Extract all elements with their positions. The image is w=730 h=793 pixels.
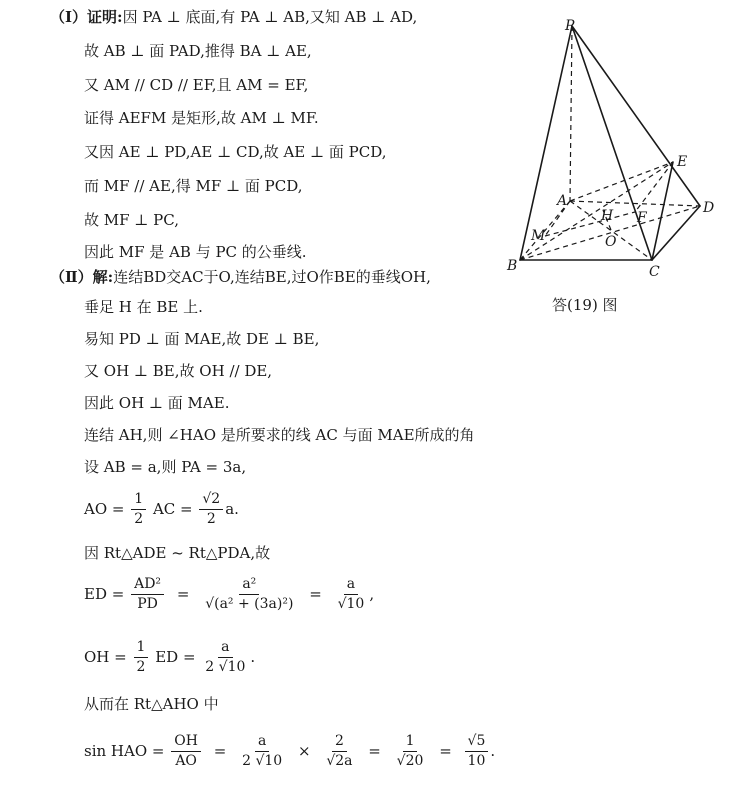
eq-sin-frac-5	[465, 734, 489, 770]
eq-ao-tail: a.	[225, 499, 239, 518]
eq-ed-frac-1	[131, 577, 164, 613]
edge-pb	[520, 26, 572, 260]
eq-ed-tail: ,	[369, 584, 375, 603]
label-e: E	[677, 154, 688, 170]
label-h: H	[601, 208, 614, 224]
label-m: M	[531, 228, 546, 244]
label-f: F	[637, 210, 647, 226]
eq-oh-frac-1-num: 1	[134, 640, 149, 658]
eq-sin-times: ×	[297, 741, 311, 760]
eq-ed-frac-3-den: √10	[337, 596, 365, 613]
part1-line-6: 而 MF // AE,得 MF ⊥ 面 PCD,	[84, 177, 303, 195]
label-b: B	[507, 258, 518, 274]
eq-oh-lhs: OH =	[84, 647, 127, 666]
eq-sin-lhs: sin HAO =	[84, 741, 165, 760]
eq-sin-frac-2-num: a	[255, 734, 269, 752]
label-o: O	[605, 234, 617, 250]
eq-oh-mid: ED =	[155, 647, 196, 666]
equation-ed	[84, 577, 374, 613]
eq-ed-frac-2-num: a²	[239, 577, 259, 595]
edge-be	[520, 162, 673, 260]
eq-ed-frac-3-num: a	[344, 577, 358, 595]
part2-first-line	[50, 270, 431, 285]
eq-oh-frac-1	[134, 640, 149, 676]
eq-oh-tail: .	[250, 647, 256, 666]
part2-first-text: 连结BD交AC于O,连结BE,过O作BE的垂线OH,	[113, 268, 431, 286]
eq-ed-lhs: ED =	[84, 584, 125, 603]
part2-line-2: 易知 PD ⊥ 面 MAE,故 DE ⊥ BE,	[84, 330, 320, 348]
eq-ao-lhs: AO =	[84, 499, 125, 518]
eq-ed-frac-2	[202, 577, 296, 613]
similar-triangles-line: 因 Rt△ADE ~ Rt△PDA,故	[84, 544, 271, 562]
eq-sin-equals-1: =	[213, 741, 227, 760]
edge-pa	[570, 26, 572, 201]
eq-sin-equals-3: =	[439, 741, 452, 760]
part2-line-5: 连结 AH,则 ∠HAO 是所要求的线 AC 与面 MAE所成的角	[84, 426, 475, 444]
eq-sin-frac-1	[171, 734, 201, 770]
eq-sin-frac-5-den: 10	[467, 753, 486, 770]
eq-oh-frac-2	[202, 640, 248, 676]
eq-ed-frac-2-den: √(a² + (3a)²)	[205, 596, 294, 613]
eq-sin-frac-4-num: 1	[403, 734, 418, 752]
eq-sin-frac-2	[239, 734, 285, 770]
eq-sin-frac-3-den: √2a	[326, 753, 353, 770]
eq-sin-frac-1-den: AO	[175, 753, 197, 770]
part1-line-4: 证得 AEFM 是矩形,故 AM ⊥ MF.	[84, 109, 319, 127]
pyramid-figure	[505, 14, 725, 282]
eq-sin-frac-3	[323, 734, 355, 770]
eq-sin-equals-2: =	[368, 741, 381, 760]
eq-oh-frac-1-den: 2	[136, 659, 146, 676]
part1-label: （Ⅰ）	[50, 8, 88, 26]
part2-line-6: 设 AB = a,则 PA = 3a,	[84, 458, 247, 476]
eq-ed-frac-3	[335, 577, 368, 613]
eq-oh-frac-2-den: 2 √10	[205, 659, 246, 676]
part1-line-5: 又因 AE ⊥ PD,AE ⊥ CD,故 AE ⊥ 面 PCD,	[84, 143, 387, 161]
eq-ed-equals-1: =	[176, 584, 190, 603]
eq-ao-frac-1-num: 1	[131, 492, 146, 510]
part1-first-line	[50, 10, 417, 25]
part2-line-4: 因此 OH ⊥ 面 MAE.	[84, 394, 230, 412]
eq-oh-frac-2-num: a	[218, 640, 232, 658]
eq-ed-equals-2: =	[309, 584, 322, 603]
eq-ao-frac-2-den: 2	[206, 511, 216, 528]
part1-keyword: 证明:	[87, 8, 123, 26]
eq-sin-frac-5-num: √5	[465, 734, 489, 752]
eq-sin-frac-3-num: 2	[332, 734, 347, 752]
equation-sin	[84, 734, 495, 770]
eq-sin-frac-4	[394, 734, 427, 770]
part2-keyword: 解:	[92, 268, 114, 286]
eq-sin-frac-1-num: OH	[171, 734, 201, 752]
edge-ad	[570, 201, 700, 206]
part1-line-7: 故 MF ⊥ PC,	[84, 211, 179, 229]
label-d: D	[703, 200, 715, 216]
hence-line: 从而在 Rt△AHO 中	[84, 695, 219, 713]
figure-caption: 答(19) 图	[552, 296, 618, 314]
equation-oh	[84, 640, 255, 676]
eq-ed-frac-1-num: AD²	[131, 577, 164, 595]
part1-line-2: 故 AB ⊥ 面 PAD,推得 BA ⊥ AE,	[84, 42, 312, 60]
label-p: P	[565, 18, 575, 34]
part2-label: （Ⅱ）	[50, 268, 93, 286]
equation-ao	[84, 492, 239, 528]
part2-line-1: 垂足 H 在 BE 上.	[84, 298, 203, 316]
part2-line-3: 又 OH ⊥ BE,故 OH // DE,	[84, 362, 273, 380]
eq-ao-frac-2	[199, 492, 223, 528]
part1-line-1: 因 PA ⊥ 底面,有 PA ⊥ AB,又知 AB ⊥ AD,	[122, 8, 418, 26]
label-a: A	[557, 193, 568, 209]
eq-ao-mid: AC =	[152, 499, 193, 518]
eq-sin-tail: .	[490, 741, 496, 760]
eq-ao-frac-2-num: √2	[199, 492, 223, 510]
part1-line-3: 又 AM // CD // EF,且 AM = EF,	[84, 76, 309, 94]
part1-line-8: 因此 MF 是 AB 与 PC 的公垂线.	[84, 243, 307, 261]
eq-sin-frac-2-den: 2 √10	[242, 753, 283, 770]
eq-ed-frac-1-den: PD	[137, 596, 158, 613]
eq-sin-frac-4-den: √20	[396, 753, 424, 770]
eq-ao-frac-1-den: 2	[134, 511, 144, 528]
eq-ao-frac-1	[131, 492, 146, 528]
edge-cd	[652, 206, 700, 260]
edge-pd	[572, 26, 700, 206]
label-c: C	[649, 264, 660, 280]
